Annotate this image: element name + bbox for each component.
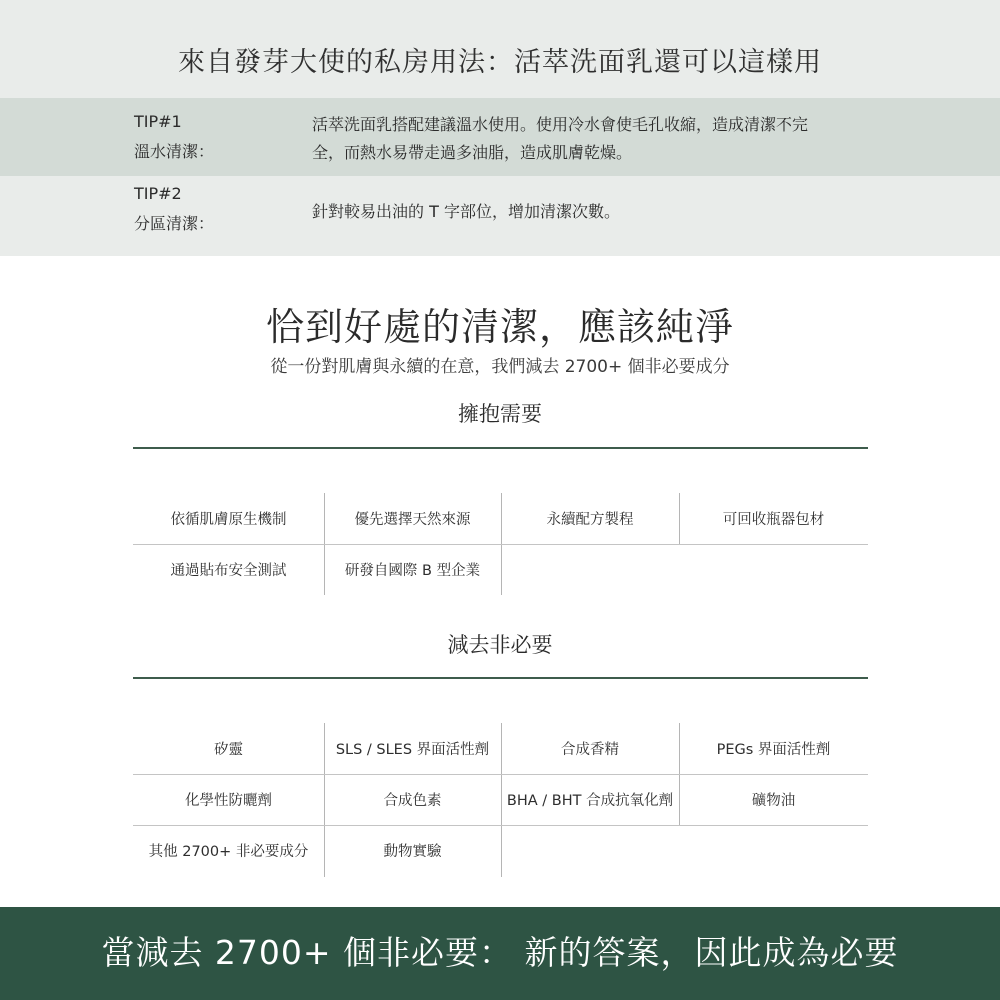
tip-row-2 bbox=[0, 176, 1000, 256]
subtract-title: 減去非必要 bbox=[447, 633, 553, 657]
tip-1-label bbox=[134, 107, 214, 167]
embrace-item: 研發自國際 B 型企業 bbox=[344, 563, 481, 579]
header-title: 來自發芽大使的私房用法：活萃洗面乳還可以這樣用 bbox=[178, 47, 822, 78]
embrace-item: 優先選擇天然來源 bbox=[354, 512, 471, 528]
tip-1-number: TIP#1 bbox=[134, 112, 182, 131]
subtract-item: BHA / BHT 合成抗氧化劑 bbox=[506, 793, 674, 809]
subtract-item: 合成色素 bbox=[383, 793, 442, 809]
subtract-item: PEGs 界面活性劑 bbox=[716, 742, 831, 758]
subtract-item: 動物實驗 bbox=[383, 844, 442, 860]
tip-2-label bbox=[134, 179, 214, 239]
subtract-item: 其他 2700+ 非必要成分 bbox=[148, 844, 309, 860]
main-subheading: 從一份對肌膚與永續的在意，我們減去 2700+ 個非必要成分 bbox=[270, 357, 730, 377]
tip-1-name: 溫水清潔： bbox=[134, 142, 215, 161]
grid-divider bbox=[133, 774, 868, 775]
grid-divider bbox=[133, 825, 868, 826]
grid-divider bbox=[324, 723, 325, 877]
grid-divider bbox=[679, 493, 680, 544]
embrace-item: 可回收瓶器包材 bbox=[722, 512, 825, 528]
subtract-item: 礦物油 bbox=[751, 793, 796, 809]
grid-divider bbox=[501, 723, 502, 877]
subtract-grid bbox=[133, 723, 868, 877]
main-heading: 恰到好處的清潔，應該純淨 bbox=[265, 305, 734, 349]
embrace-title: 擁抱需要 bbox=[458, 402, 542, 426]
subtract-item: SLS / SLES 界面活性劑 bbox=[335, 742, 490, 758]
subtract-item: 化學性防曬劑 bbox=[185, 793, 272, 809]
grid-divider bbox=[133, 544, 868, 545]
embrace-item: 永續配方製程 bbox=[546, 512, 634, 528]
tip-2-description: 針對較易出油的 T 字部位，增加清潔次數。 bbox=[312, 202, 620, 221]
embrace-item: 依循肌膚原生機制 bbox=[170, 512, 287, 528]
subtract-item: 矽靈 bbox=[214, 742, 243, 758]
subtract-item: 合成香精 bbox=[561, 742, 619, 758]
tip-row-1 bbox=[0, 98, 1000, 176]
tip-1-description bbox=[312, 111, 872, 167]
tip-1-desc-line-2: 全，而熱水易帶走過多油脂，造成肌膚乾燥。 bbox=[312, 143, 633, 162]
subtract-divider bbox=[133, 677, 868, 679]
footer-text: 當減去 2700+ 個非必要： 新的答案，因此成為必要 bbox=[101, 933, 899, 972]
embrace-divider bbox=[133, 447, 868, 449]
tip-2-number: TIP#2 bbox=[134, 184, 182, 203]
embrace-grid bbox=[133, 493, 868, 595]
embrace-item: 通過貼布安全測試 bbox=[170, 563, 287, 579]
tip-2-name: 分區清潔： bbox=[134, 214, 215, 233]
tip-1-desc-line-1: 活萃洗面乳搭配建議溫水使用。使用冷水會使毛孔收縮，造成清潔不完 bbox=[312, 115, 809, 134]
